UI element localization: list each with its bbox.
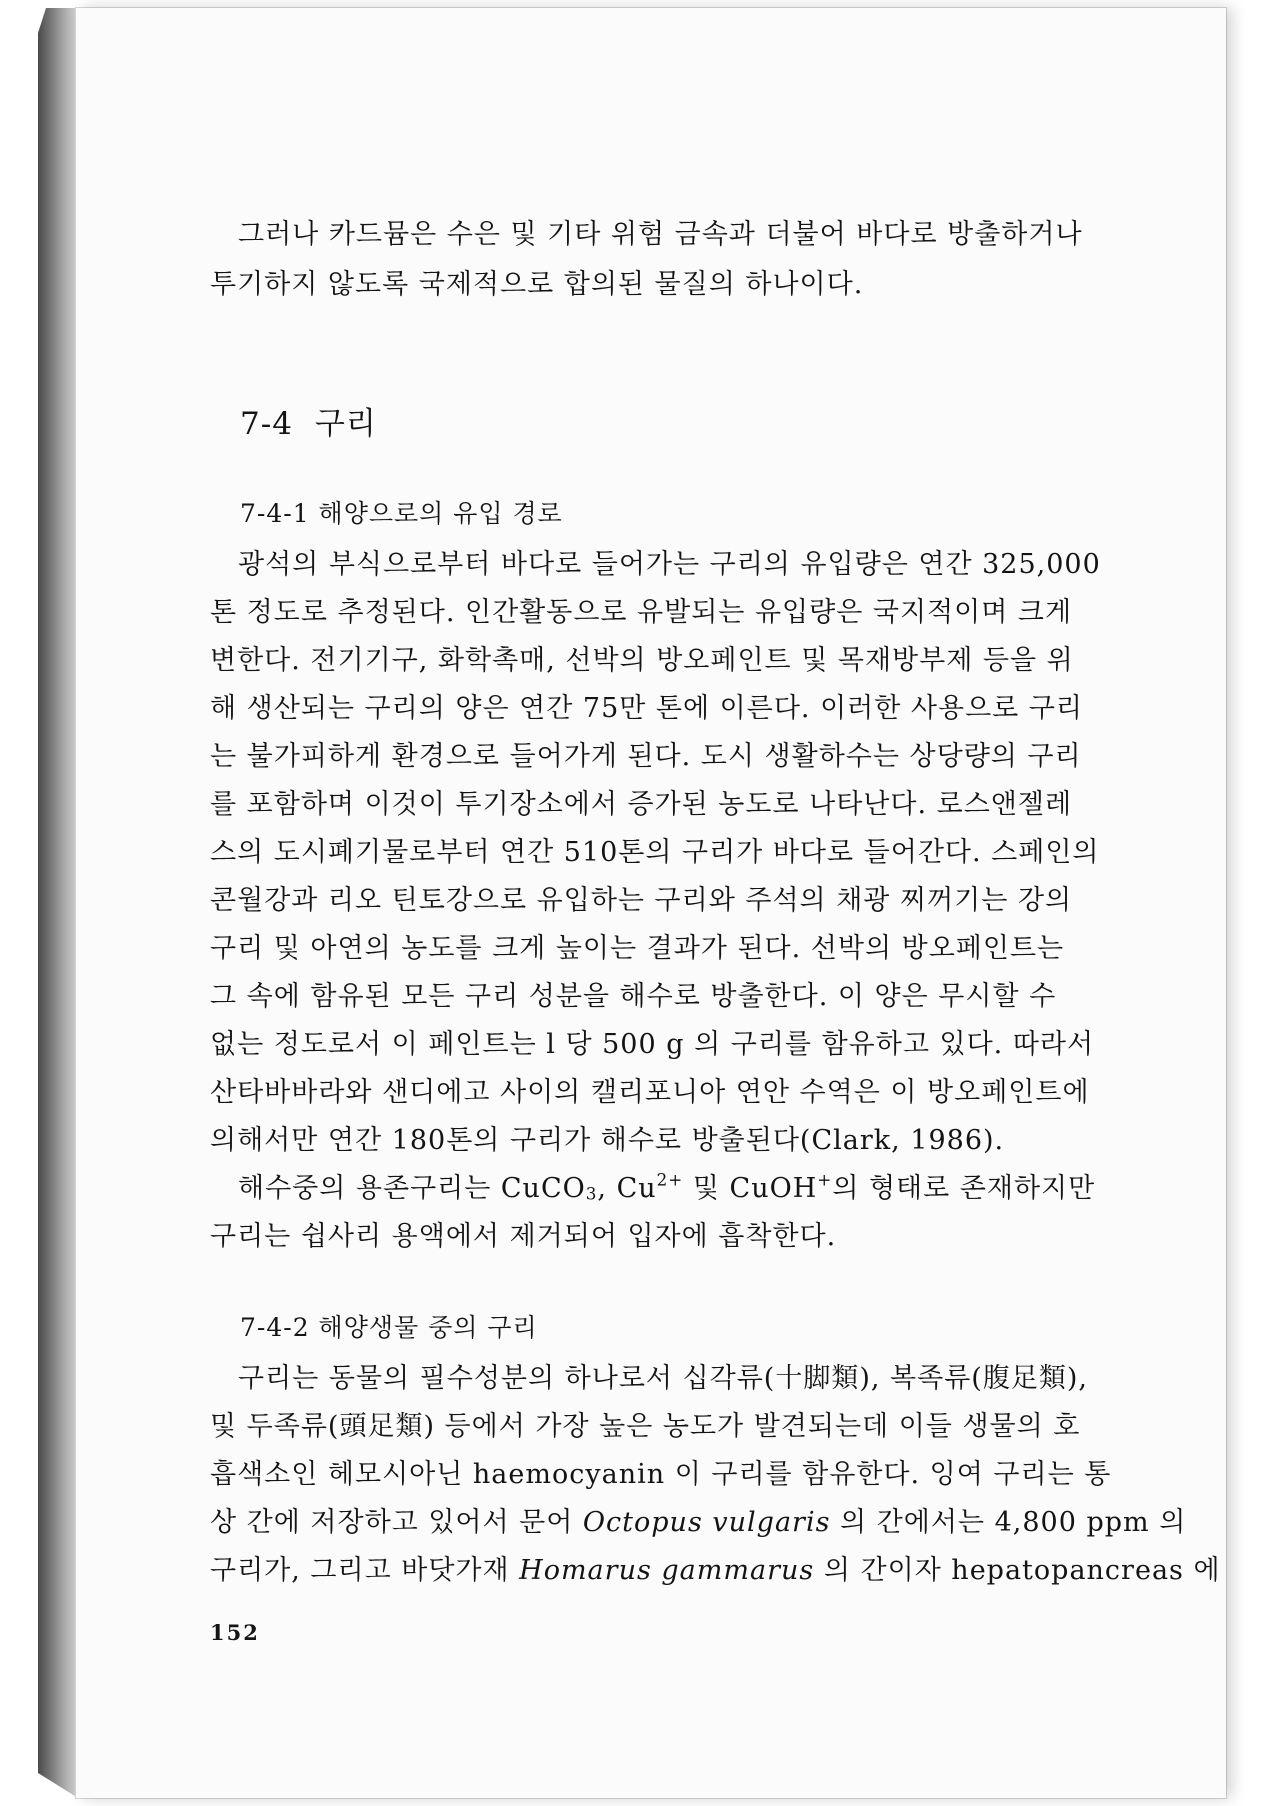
subsection-heading-2: 7-4-2 해양생물 중의 구리 (240, 1313, 538, 1342)
sub2-line-4-b: 의 간에서는 4,800 ppm 의 (830, 1507, 1187, 1538)
sub2-line-3: 흡색소인 헤모시아닌 haemocyanin 이 구리를 함유한다. 잉여 구리는 통 (210, 1459, 1112, 1490)
page-number: 152 (210, 1620, 260, 1645)
sub2-line-5-a: 구리가, 그리고 바닷가재 (210, 1555, 520, 1586)
species-octopus: Octopus vulgaris (582, 1507, 831, 1538)
sub1-line-10: 그 속에 함유된 모든 구리 성분을 해수로 방출한다. 이 양은 무시할 수 (210, 981, 1057, 1012)
sub1-line-12: 산타바바라와 샌디에고 사이의 캘리포니아 연안 수역은 이 방오페인트에 (210, 1077, 1090, 1108)
section-title: 구리 (314, 406, 377, 442)
intro-line-1 (238, 212, 1115, 251)
sub2-line-5-b: 의 간이자 hepatopancreas 에 (814, 1555, 1221, 1586)
sub1-line-7: 스의 도시폐기물로부터 연간 510톤의 구리가 바다로 들어간다. 스페인의 (210, 837, 1100, 868)
sub1-line-8: 콘월강과 리오 틴토강으로 유입하는 구리와 주석의 채광 찌꺼기는 강의 (210, 885, 1073, 916)
sub1-line-2: 톤 정도로 추정된다. 인간활동으로 유발되는 유입량은 국지적이며 크게 (210, 597, 1073, 628)
sub2-line-4-a: 상 간에 저장하고 있어서 문어 (210, 1507, 583, 1538)
sub1-line-3: 변한다. 전기기구, 화학촉매, 선박의 방오페인트 및 목재방부제 등을 위 (210, 645, 1074, 676)
para2-text-d: 의 형태로 존재하지만 (832, 1173, 1096, 1204)
sub1-line-1: 광석의 부식으로부터 바다로 들어가는 구리의 유입량은 연간 325,000 (238, 549, 1101, 580)
sub1-line-9: 구리 및 아연의 농도를 크게 높이는 결과가 된다. 선박의 방오페인트는 (210, 933, 1065, 964)
sub2-line-5 (210, 1548, 1221, 1587)
section-heading (240, 398, 377, 443)
sub2-line-4 (210, 1500, 1186, 1539)
sub1-line-5: 는 불가피하게 환경으로 들어가게 된다. 도시 생활하수는 상당량의 구리 (210, 741, 1082, 772)
sub1-line-13: 의해서만 연간 180톤의 구리가 해수로 방출된다(Clark, 1986). (210, 1125, 1005, 1156)
sub1-line-11: 없는 정도로서 이 페인트는 l 당 500 g 의 구리를 함유하고 있다. 따라서 (210, 1029, 1095, 1060)
sub2-line-2: 및 두족류(頭足類) 등에서 가장 높은 농도가 발견되는데 이들 생물의 호 (210, 1411, 1081, 1442)
subscript-3: 3 (585, 1183, 598, 1204)
superscript-plus: + (817, 1169, 833, 1190)
species-homarus: Homarus gammarus (519, 1555, 815, 1586)
sub1-para2-line-1 (238, 1166, 1095, 1205)
section-number: 7-4 (240, 406, 293, 442)
sub2-line-1: 구리는 동물의 필수성분의 하나로서 십각류(十脚類), 복족류(腹足類), (238, 1363, 1088, 1394)
sub1-line-6: 를 포함하며 이것이 투기장소에서 증가된 농도로 나타난다. 로스앤젤레 (210, 789, 1073, 820)
sub1-line-4: 해 생산되는 구리의 양은 연간 75만 톤에 이른다. 이러한 사용으로 구리 (210, 693, 1083, 724)
para2-text-c: 및 CuOH (683, 1173, 818, 1204)
sub1-para2-line-2: 구리는 쉽사리 용액에서 제거되어 입자에 흡착한다. (210, 1221, 837, 1252)
superscript-2plus: 2+ (656, 1169, 684, 1190)
book-spine (38, 8, 78, 1798)
subsection-heading-1: 7-4-1 해양으로의 유입 경로 (240, 499, 563, 528)
intro-line-1-text: 그러나 카드뮴은 수은 및 기타 위험 금속과 더불어 바다로 방출하거나 (238, 219, 1083, 250)
intro-line-2: 투기하지 않도록 국제적으로 합의된 물질의 하나이다. (210, 269, 864, 300)
para2-text-a: 해수중의 용존구리는 CuCO (238, 1173, 586, 1204)
para2-text-b: , Cu (597, 1173, 657, 1204)
